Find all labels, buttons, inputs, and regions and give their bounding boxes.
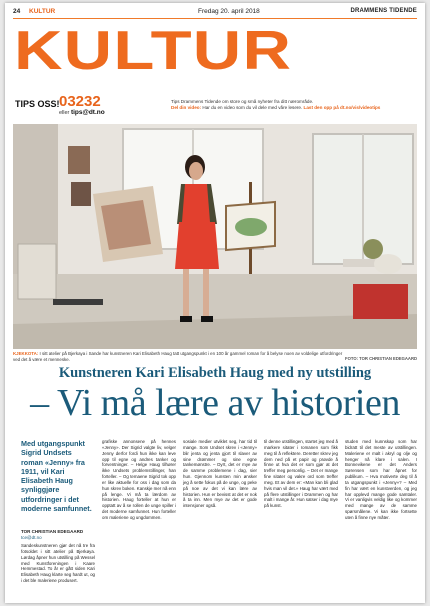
atelier-photo <box>13 124 417 349</box>
article-column-3: sosiale medier utviklet seg, har tid til mange. Som Undset skrev i «Jenny» blir jenta og jenta gjort til slaver av sine drømmer og sine egne tankemønstre. – Dyrt, det er mye av de samme problemene i dag, sier hun. Gjennom kunsten min ønsker jeg å sette fokus på de unge, og peke på noe av det vi kan lære av historien. Hun er bevisst at det er nok å ta inn. Men mye av det er gode intensjoner også. <box>183 439 257 509</box>
tips-phone: 03232 <box>59 93 101 110</box>
paper-name: DRAMMENS TIDENDE <box>350 8 417 14</box>
newspaper-page <box>5 3 425 603</box>
info-line-2: Del din video: Har du en video som du vil dele med våre lesere. Last den opp på dt.no/vis/videotips <box>171 105 381 110</box>
byline-name: TOR CHRISTIAN EDEGAARD <box>21 529 84 534</box>
article-column-1: Sandeskunstneren gjør det nå tre fra fotsoldet i sitt atelier på Bjerkøya. Lørdag åpner hun utstilling på Wessel med Kunstforeningen i Kaare Hemmestad. To år er gått siden Kari Elisabeth Haug klarte seg hardt ut, og i det ble maleriene produsert. <box>21 543 95 584</box>
caption-label: KJEKKOTA: <box>13 351 39 356</box>
article-column-2: grafiske annonsene på hennes «Jenny». Der Sigrid valgte liv, velger Jenny derfor fordi hun ikke kan leve opp til egne og andres tanker og forventninger. – Helge Haug tilhører ikke Undsets problemstillinger, han forteller. – Og temaene Sigrid tok opp er like aktuelle for oss i dag som da hun skrev boken. Kanskje mer nå enn på lenge. Vi må ta lærdom av historien. Haug forteller at hun er opptatt av å se rollen de unge spiller i det moderne samfunnet. Hun forteller om maleriene og ungdommen. <box>102 439 176 520</box>
article-byline <box>21 529 95 540</box>
article-photo <box>13 124 417 349</box>
photo-caption <box>13 351 343 363</box>
tips-mail: tips@dt.no <box>70 109 105 116</box>
section-label: KULTUR <box>29 8 56 15</box>
tips-label: TIPS OSS! <box>15 99 60 109</box>
article-headline: – Vi må lære av historien <box>30 382 400 424</box>
issue-date: Fredag 20. april 2018 <box>198 8 260 15</box>
article-lead: Med utgangspunkt Sigrid Undsets roman «Jenny» fra 1911, vil Kari Elisabeth Haug synliggjøre utfordringer i det moderne samfunnet. <box>21 439 92 514</box>
tips-mail-line: eller tips@dt.no <box>59 109 105 116</box>
info-line-1: Tips Drammens Tidende om store og små nyheter fra ditt nærområde. <box>171 99 314 104</box>
article-kicker: Kunstneren Kari Elisabeth Haug med ny utstilling <box>58 365 372 381</box>
caption-text: I sitt atelier på Bjerkaya i Sande har kunstneren Kari Elisabeth Haug tatt utgangspunkt i en 100 år gammel roman for å belyse noen av voldelige utfordringer ved det å være et menneske. <box>13 351 343 362</box>
page-number: 24 <box>13 8 21 15</box>
article-column-5: studen med kunnskap som har bidratt til det meste av utstillingen. Maleriene er malt i akryl og olje og henger nå klare i salen. I Bonnevikene er det Anders Sørensen som har åpnet for publikum. – Hva motiverte deg til å ta utgangspunkt i «Jenny»? – Med fin har vært en kunstverden, og jeg har opplevd mange gode samtaler. Vi er vanligvis veldig like og kommer med mange av de samme spørsmålene. Vi kan ikke fortsette uten å finne nye måter. <box>345 439 417 520</box>
photo-credit: FOTO: TOR CHRISTIAN EDEGAARD <box>345 356 417 361</box>
section-masthead: KULTUR <box>14 19 293 81</box>
byline-mail: tce@dt.no <box>21 534 42 540</box>
info-box <box>171 99 417 119</box>
article-column-4: til denne utstillingen, startet jeg med å markere sitater i romanen som fikk meg til å reflektere. Deretter skrev jeg dem ned på et papir og prøvde å finne ut hva det er som gjør at det treffer meg personlig. – Det er mange fine sitater og vakre ord som treffer meg. Et av dem er: «Man kan bli glad hvis man vil det.» Haug har vært med på flere utstillinger i Drammen og har malt i mange år. Hun satser i dag mye på kunst. <box>264 439 338 509</box>
